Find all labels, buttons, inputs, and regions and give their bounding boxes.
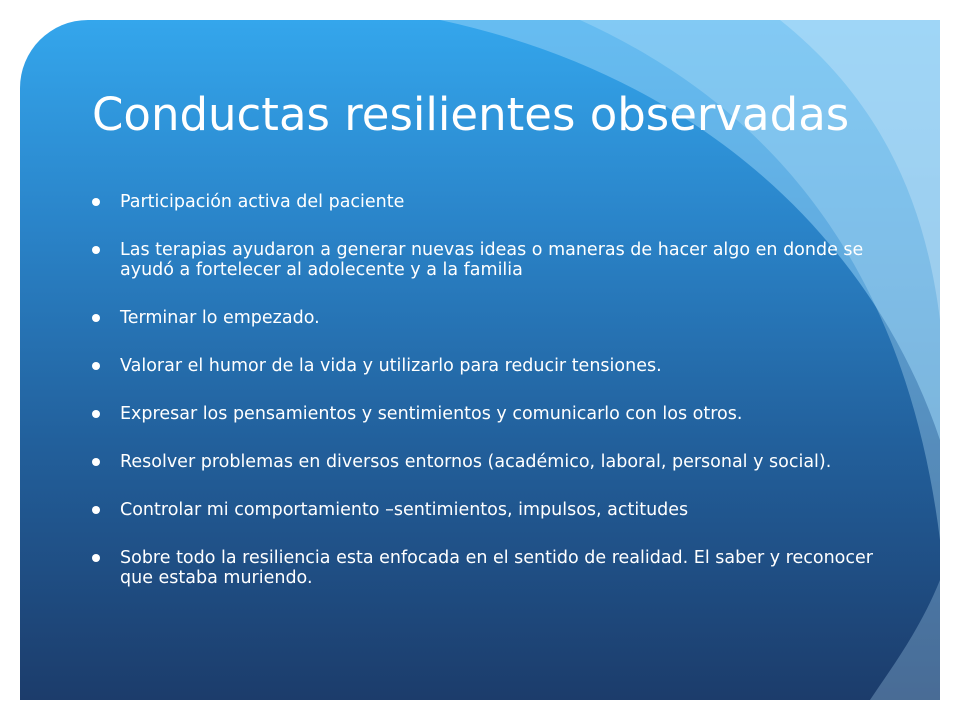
- bullet-dot-icon: [92, 362, 100, 370]
- bullet-text: Expresar los pensamientos y sentimientos y comunicarlo con los otros.: [120, 404, 743, 424]
- bullet-text: Controlar mi comportamiento –sentimientos, impulsos, actitudes: [120, 500, 689, 520]
- bullet-item: [90, 500, 880, 520]
- bullet-dot-icon: [92, 506, 100, 514]
- bullet-text: Participación activa del paciente: [120, 192, 405, 212]
- slide-title: Conductas resilientes observadas: [92, 88, 850, 141]
- bullet-list: [90, 192, 880, 616]
- bullet-item: [90, 308, 880, 328]
- bullet-item: [90, 404, 880, 424]
- bullet-dot-icon: [92, 198, 100, 206]
- bullet-dot-icon: [92, 410, 100, 418]
- bullet-text: Sobre todo la resiliencia esta enfocada en el sentido de realidad. El saber y reconocer que estaba muriendo.: [120, 548, 873, 588]
- bullet-item: [90, 192, 880, 212]
- bullet-item: [90, 356, 880, 376]
- bullet-text: Valorar el humor de la vida y utilizarlo para reducir tensiones.: [120, 356, 662, 376]
- bullet-text: Terminar lo empezado.: [120, 308, 320, 328]
- bullet-text: Las terapias ayudaron a generar nuevas ideas o maneras de hacer algo en donde se ayudó a fortelecer al adolecente y a la familia: [120, 240, 864, 280]
- bullet-item: [90, 548, 880, 588]
- bullet-dot-icon: [92, 314, 100, 322]
- bullet-item: [90, 240, 880, 280]
- bullet-text: Resolver problemas en diversos entornos (académico, laboral, personal y social).: [120, 452, 832, 472]
- bullet-item: [90, 452, 880, 472]
- bullet-dot-icon: [92, 246, 100, 254]
- slide: [20, 20, 940, 700]
- bullet-dot-icon: [92, 554, 100, 562]
- bullet-dot-icon: [92, 458, 100, 466]
